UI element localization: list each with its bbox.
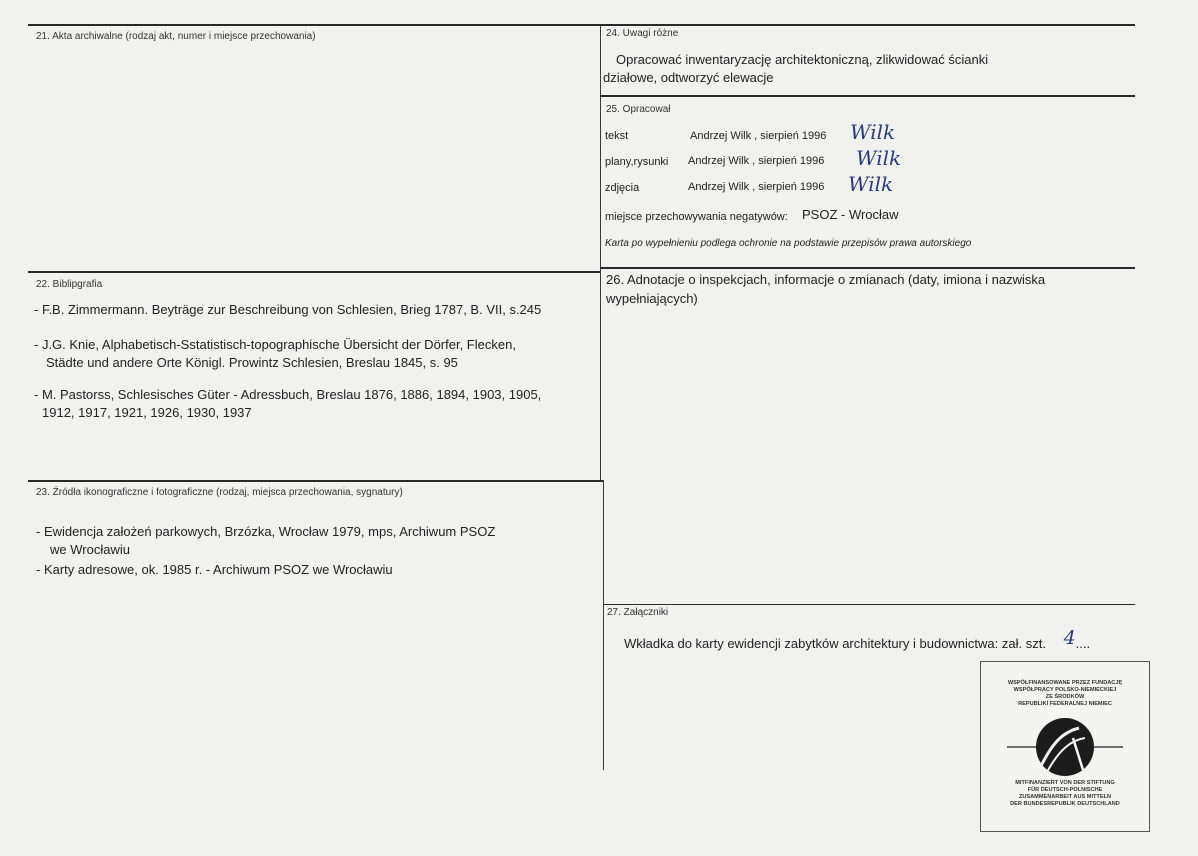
stamp-german-text: [985, 780, 1145, 808]
author-tekst: Andrzej Wilk , sierpień 1996: [690, 130, 827, 142]
negatives-label: miejsce przechowywania negatywów:: [605, 211, 788, 223]
bibliography-line: Städte und andere Orte Königl. Prowintz Schlesien, Breslau 1845, s. 95: [46, 355, 458, 370]
divider-26-top: [600, 267, 1135, 269]
section-24-text-line1: Opracować inwentaryzację architektoniczną, zlikwidować ścianki: [616, 52, 989, 67]
section-26-title-line1: 26. Adnotacje o inspekcjach, informacje o zmianach (daty, imiona i nazwiska: [606, 272, 1046, 287]
iconography-line: we Wrocławiu: [50, 542, 130, 557]
divider-23-top: [28, 480, 603, 482]
iconography-item-1: [36, 523, 602, 559]
bibliography-item-2: [34, 336, 600, 372]
bibliography-item-1: [34, 301, 600, 319]
stamp-line: DER BUNDESREPUBLIK DEUTSCHLAND: [1010, 801, 1120, 807]
author-zdjecia: Andrzej Wilk , sierpień 1996: [688, 181, 825, 193]
author-plany: Andrzej Wilk , sierpień 1996: [688, 155, 825, 167]
section-27-label: 27. Załączniki: [607, 607, 669, 618]
divider-22-top: [28, 271, 600, 273]
stamp-polish-text: [985, 680, 1145, 708]
signature-plany: Wilk: [856, 146, 902, 170]
top-border: [28, 24, 1135, 26]
copyright-note: Karta po wypełnieniu podlega ochronie na podstawie przepisów prawa autorskiego: [605, 238, 972, 249]
iconography-line: - Ewidencja założeń parkowych, Brzózka, Wrocław 1979, mps, Archiwum PSOZ: [36, 524, 496, 539]
bibliography-line: - M. Pastorss, Schlesisches Güter - Adressbuch, Breslau 1876, 1886, 1894, 1903, 1905,: [34, 387, 542, 402]
stamp-line: WSPÓŁFINANSOWANE PRZEZ FUNDACJĘ: [1007, 680, 1123, 686]
section-23-label: 23. Źródła ikonograficzne i fotograficzne (rodzaj, miejsca przechowania, sygnatury): [36, 487, 403, 498]
divider-24-25: [600, 95, 1135, 97]
attachments-text: Wkładka do karty ewidencji zabytków architektury i budownictwa: zał. szt.: [624, 636, 1046, 651]
bibliography-line: - F.B. Zimmermann. Beyträge zur Beschreibung von Schlesien, Brieg 1787, B. VII, s.245: [34, 302, 542, 317]
divider-27-top: [603, 604, 1135, 605]
iconography-line: - Karty adresowe, ok. 1985 r. - Archiwum PSOZ we Wrocławiu: [36, 562, 393, 577]
center-divider-lower: [603, 480, 604, 770]
section-25-label: 25. Opracował: [606, 104, 671, 115]
stamp-line: WSPÓŁPRACY POLSKO-NIEMIECKIEJ: [1013, 687, 1117, 693]
bibliography-line: - J.G. Knie, Alphabetisch-Sstatistisch-topographische Übersicht der Dörfer, Flecken,: [34, 337, 516, 352]
stamp-line: ZE ŚRODKÓW: [1045, 694, 1085, 700]
stamp-line: MITFINANZIERT VON DER STIFTUNG: [1015, 780, 1115, 786]
attachments-count: 4: [1063, 627, 1076, 649]
role-tekst: tekst: [605, 130, 629, 142]
stamp-line: FÜR DEUTSCH-POLNISCHE: [1027, 787, 1103, 793]
role-plany: plany,rysunki: [605, 156, 669, 168]
section-21-label: 21. Akta archiwalne (rodzaj akt, numer i miejsce przechowania): [36, 31, 316, 42]
negatives-value: PSOZ - Wrocław: [802, 207, 899, 222]
stamp-line: REPUBLIKI FEDERALNEJ NIEMIEC: [1018, 701, 1112, 707]
signature-tekst: Wilk: [850, 120, 896, 144]
attachments-dots: ....: [1075, 636, 1091, 651]
section-26-title-line2: wypełniających): [606, 291, 698, 306]
signature-zdjecia: Wilk: [848, 172, 894, 196]
section-24-text-line2: działowe, odtworzyć elewacje: [603, 70, 774, 85]
section-24-label: 24. Uwagi różne: [606, 28, 679, 39]
iconography-item-2: [36, 561, 602, 579]
role-zdjecia: zdjęcia: [605, 182, 640, 194]
center-divider: [600, 25, 601, 480]
bibliography-line: 1912, 1917, 1921, 1926, 1930, 1937: [42, 405, 252, 420]
foundation-stamp: [980, 661, 1150, 832]
attachments-line: [624, 627, 1091, 653]
section-22-label: 22. Biblipgrafia: [36, 279, 103, 290]
bibliography-item-3: [34, 386, 600, 422]
stamp-line: ZUSAMMENARBEIT AUS MITTELN: [1018, 794, 1112, 800]
